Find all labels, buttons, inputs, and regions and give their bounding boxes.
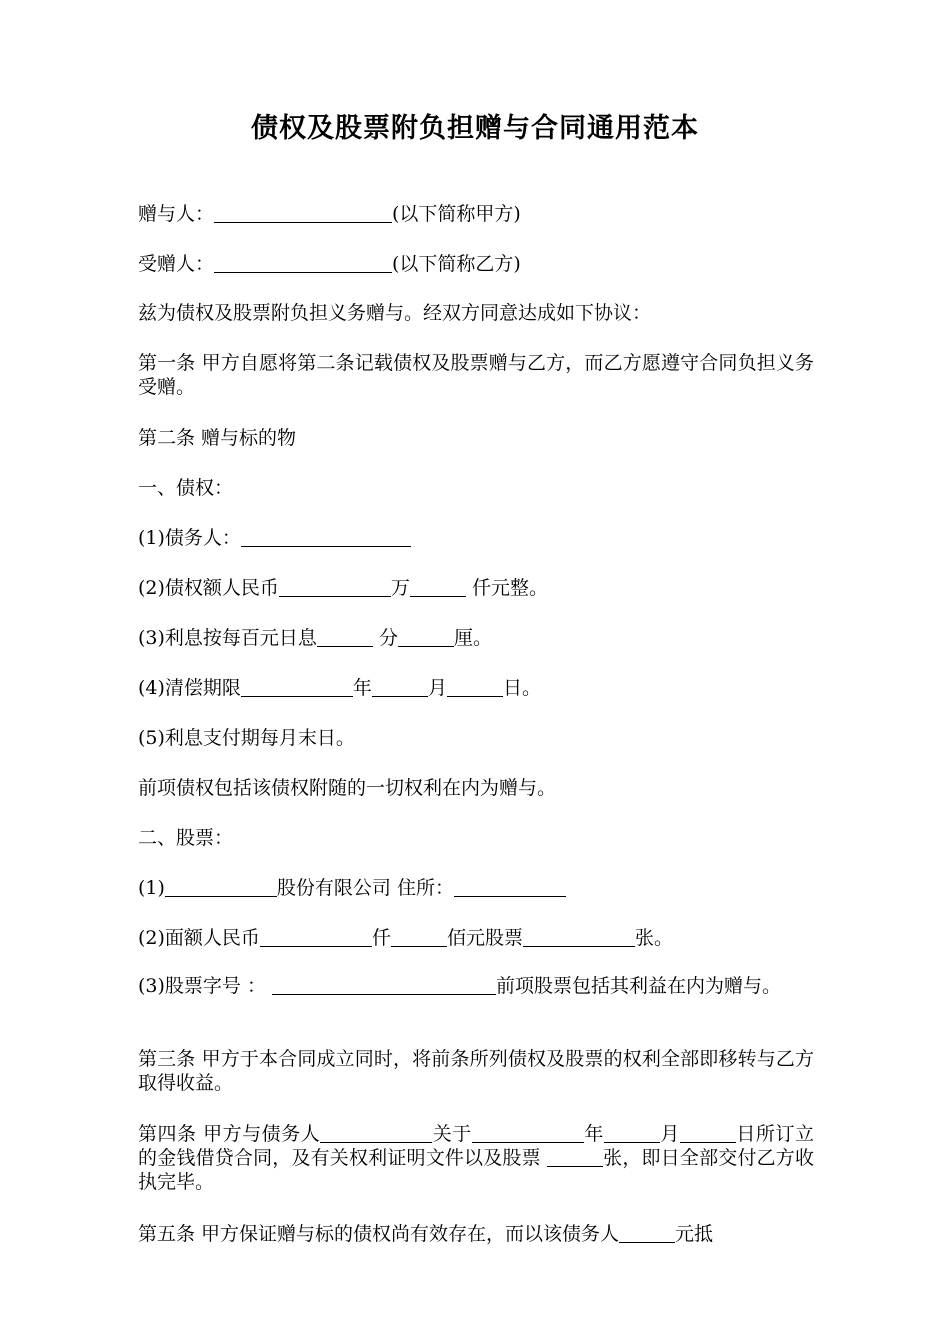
debt-item-4 [138,676,818,700]
article-5 [138,1222,818,1246]
amount-wan-blank[interactable] [279,577,391,597]
art5-text-a: 第五条 甲方保证赠与标的债权尚有效存在，而以该债务人 [138,1223,620,1245]
document-title: 债权及股票附负担赠与合同通用范本 [251,113,699,144]
debt-note: 前项债权包括该债权附随的一切权利在内为赠与。 [138,777,557,799]
donee-suffix: (以下简称乙方) [392,253,521,275]
section-2-heading: 二、股票： [138,827,234,849]
article-2-heading: 第二条 赠与标的物 [138,427,297,449]
interest-label: (3)利息按每百元日息 [138,627,317,649]
stock-item-2 [138,926,818,950]
donor-suffix: (以下简称甲方) [392,203,521,225]
amount-qian-blank[interactable] [410,577,466,597]
face-value-label: (2)面额人民币 [138,927,260,949]
art4-text-b: 关于 [432,1123,472,1145]
interest-fen-blank[interactable] [317,627,373,647]
address-blank[interactable] [454,877,566,897]
year-unit: 年 [352,677,372,699]
art4-text-f: 张，即日全部交付乙方收执完毕。 [138,1147,814,1193]
art5-text-b: 元抵 [675,1223,714,1245]
art4-month-blank[interactable] [604,1123,660,1143]
stock-serial-label: (3)股票字号 ： [138,975,266,997]
company-name-blank[interactable] [165,877,277,897]
bai-blank[interactable] [391,927,447,947]
article-4 [138,1122,814,1194]
debt-item-2 [138,576,818,600]
debt-item-3 [138,626,818,650]
stock-serial-blank[interactable] [272,975,496,995]
qian-blank[interactable] [260,927,372,947]
section-1-heading: 一、债权： [138,477,234,499]
interest-li-blank[interactable] [398,627,454,647]
art5-amount-blank[interactable] [619,1223,675,1243]
art4-year-unit: 年 [583,1123,604,1145]
stock1-number: (1) [138,877,165,899]
debt-item-5: (5)利息支付期每月末日。 [138,727,355,749]
art4-month-unit: 月 [659,1123,680,1145]
donor-label: 赠与人： [138,203,215,225]
stock-unit-label: 佰元股票 [446,927,523,949]
qian-unit-2: 仟 [371,927,391,949]
sheets-blank[interactable] [523,927,635,947]
intro-text: 兹为债权及股票附负担义务赠与。经双方同意达成如下协议： [138,302,652,324]
li-unit: 厘。 [453,627,492,649]
stock-item-3 [138,974,814,998]
day-unit: 日。 [502,677,541,699]
debt-item-1 [138,526,818,550]
sheet-unit: 张。 [634,927,673,949]
month-unit: 月 [427,677,447,699]
donor-line [138,202,818,226]
donee-label: 受赠人： [138,253,215,275]
debtor-blank[interactable] [241,527,411,547]
art4-sheets-blank[interactable] [547,1147,603,1167]
due-date-label: (4)清偿期限 [138,677,241,699]
stock-item-1 [138,876,818,900]
stock-note: 前项股票包括其利益在内为赠与。 [495,975,781,997]
day-blank[interactable] [447,677,503,697]
article-3: 第三条 甲方于本合同成立同时，将前条所列债权及股票的权利全部即移转与乙方取得收益。 [138,1048,814,1094]
donee-line [138,252,818,276]
year-blank[interactable] [241,677,353,697]
wan-unit: 万 [390,577,410,599]
company-address-label: 股份有限公司 住所： [276,877,454,899]
art4-text-e: 日所订立的金钱借贷合同，及有关权利证明文件以及股票 [138,1123,814,1169]
qian-unit: 仟元整。 [465,577,548,599]
donee-blank[interactable] [214,253,392,273]
art4-day-blank[interactable] [680,1123,736,1143]
article-1: 第一条 甲方自愿将第二条记载债权及股票赠与乙方，而乙方愿遵守合同负担义务受赠。 [138,352,814,398]
debt-amount-label: (2)债权额人民币 [138,577,279,599]
month-blank[interactable] [372,677,428,697]
debtor-label: (1)债务人： [138,527,241,549]
art4-year-blank[interactable] [472,1123,584,1143]
donor-blank[interactable] [214,203,392,223]
fen-unit: 分 [372,627,398,649]
art4-debtor-blank[interactable] [320,1123,432,1143]
art4-text-a: 第四条 甲方与债务人 [138,1123,321,1145]
